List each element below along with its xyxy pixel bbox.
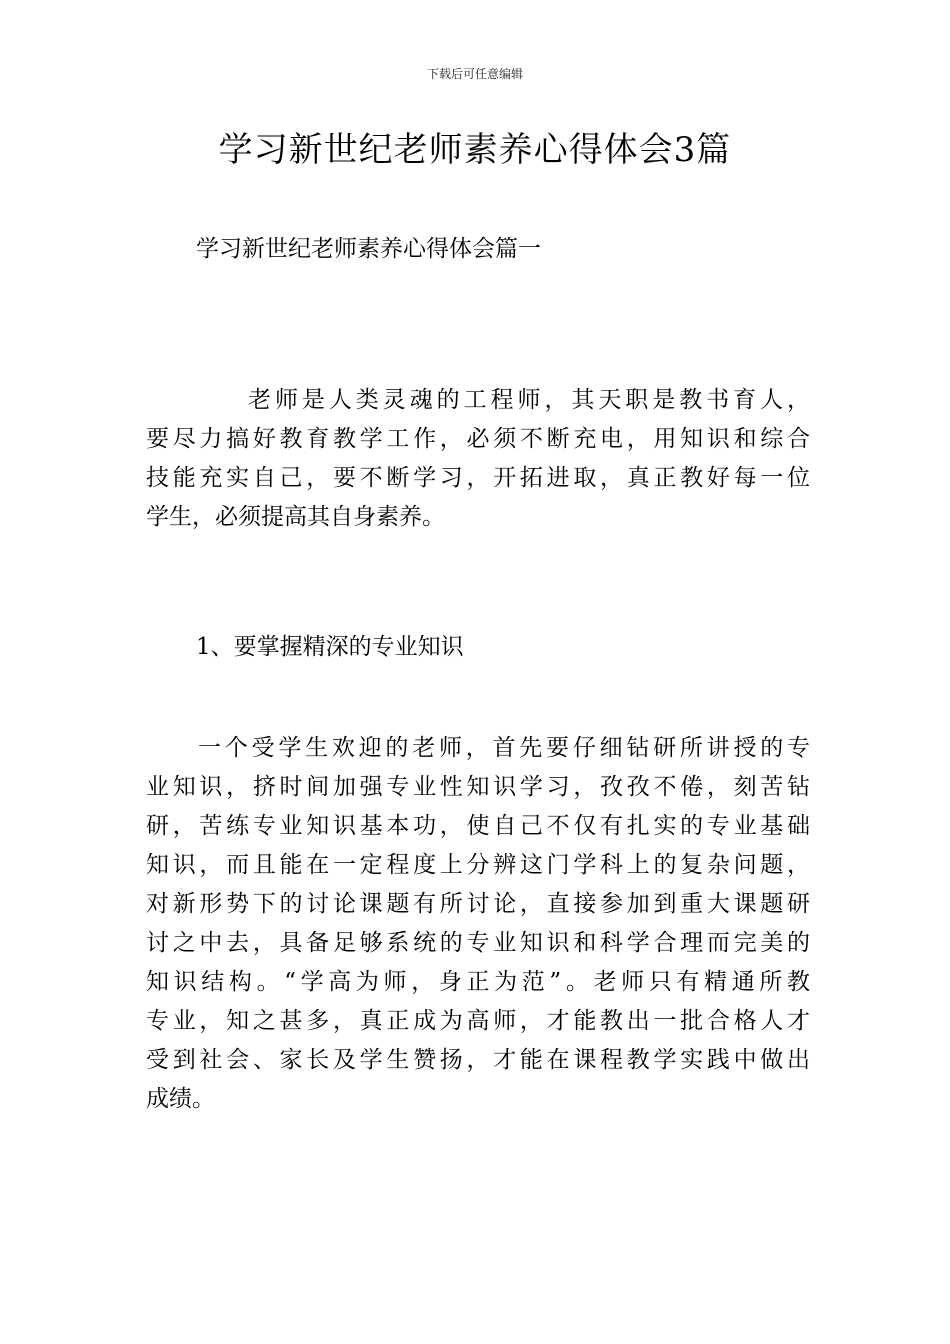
paragraph-line: 成绩。 xyxy=(146,1086,215,1112)
paragraph-line: 一个受学生欢迎的老师，首先要仔细钻研所讲授的专 xyxy=(198,735,810,761)
paragraph-line: 老师是人类灵魂的工程师，其天职是教书育人， xyxy=(248,387,810,413)
document-title: 学习新世纪老师素养心得体会3篇 xyxy=(218,130,732,170)
section-heading: 学习新世纪老师素养心得体会篇一 xyxy=(196,236,541,262)
paragraph-line: 学生，必须提高其自身素养。 xyxy=(146,504,445,530)
paragraph-line: 要尽力搞好教育教学工作，必须不断充电，用知识和综合 xyxy=(146,426,810,452)
paragraph-line: 讨之中去，具备足够系统的专业知识和科学合理而完美的 xyxy=(146,930,810,956)
paragraph-line: 受到社会、家长及学生赞扬，才能在课程教学实践中做出 xyxy=(146,1047,810,1073)
paragraph-professional-knowledge xyxy=(146,729,810,1119)
paragraph-line: 研，苦练专业知识基本功，使自己不仅有扎实的专业基础 xyxy=(146,813,810,839)
paragraph-line: 对新形势下的讨论课题有所讨论，直接参加到重大课题研 xyxy=(146,891,810,917)
paragraph-line: 知识结构。“学高为师，身正为范”。老师只有精通所教 xyxy=(146,969,810,995)
paragraph-line: 知识，而且能在一定程度上分辨这门学科上的复杂问题， xyxy=(146,852,810,878)
subheading-professional-knowledge: 1、要掌握精深的专业知识 xyxy=(196,634,464,660)
paragraph-line: 技能充实自己，要不断学习，开拓进取，真正教好每一位 xyxy=(146,465,810,491)
paragraph-line: 业知识，挤时间加强专业性知识学习，孜孜不倦，刻苦钻 xyxy=(146,774,810,800)
header-note: 下载后可任意编辑 xyxy=(426,67,523,81)
paragraph-line: 专业，知之甚多，真正成为高师，才能教出一批合格人才 xyxy=(146,1008,810,1034)
paragraph-intro xyxy=(146,381,810,537)
